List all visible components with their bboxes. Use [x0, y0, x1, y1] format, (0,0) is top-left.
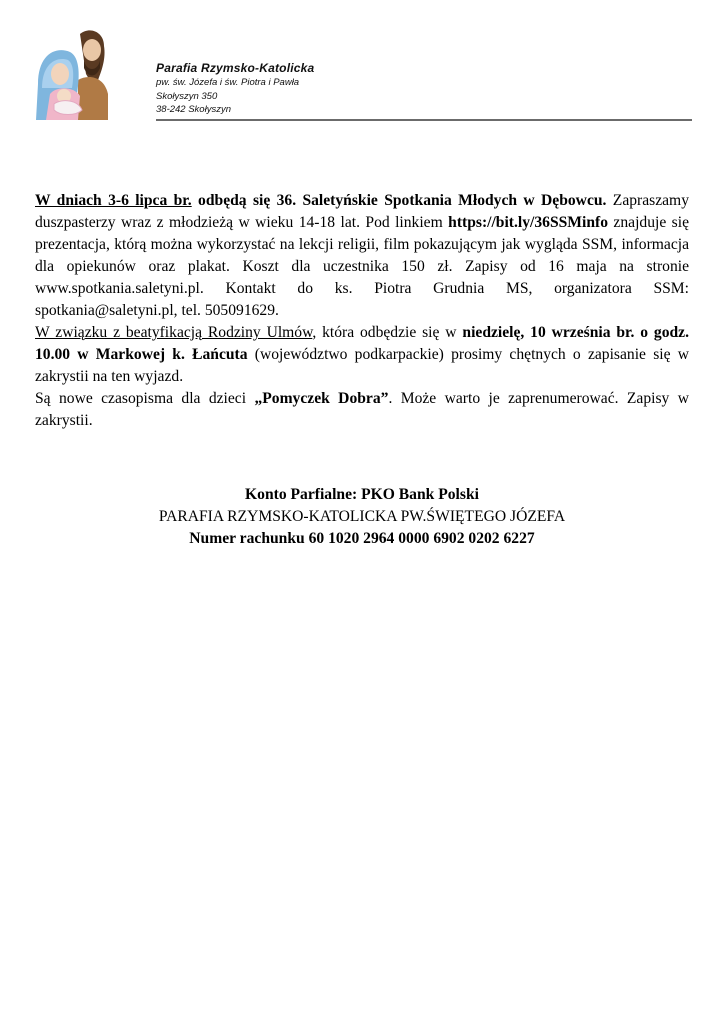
magazine-text-1: Są nowe czasopisma dla dzieci: [35, 390, 255, 407]
magazine-title: „Pomyczek Dobra”: [254, 390, 389, 407]
parish-postcode: 38-242 Skołyszyn: [156, 104, 231, 115]
parish-street: Skołyszyn 350: [156, 90, 218, 102]
announcement-ulma: [35, 322, 689, 388]
announcements: [35, 190, 689, 432]
parish-name: Parafia Rzymsko-Katolicka: [156, 61, 315, 75]
ssm-date: W dniach 3-6 lipca br.: [35, 192, 192, 209]
bank-account-block: [35, 484, 689, 550]
ssm-event: odbędą się 36. Saletyńskie Spotkania Młodych w Dębowcu.: [191, 192, 607, 209]
bank-title: Konto Parfialne: PKO Bank Polski: [245, 486, 479, 503]
ssm-link[interactable]: https://bit.ly/36SSMinfo: [448, 214, 609, 231]
ssm-text-1: Zapraszamy duszpasterzy wraz z młodzieżą w wieku 14-18 lat. Pod linkiem: [35, 192, 689, 231]
bank-account-number: Numer rachunku 60 1020 2964 0000 6902 0202 6227: [189, 530, 535, 547]
bank-holder: PARAFIA RZYMSKO-KATOLICKA PW.ŚWIĘTEGO JÓZEFA: [158, 508, 566, 525]
announcement-ssm: [35, 190, 689, 322]
parish-header: [156, 61, 692, 117]
ssm-text-2: znajduje się prezentacja, którą można wykorzystać na lekcji religii, film pokazującym jak wygląda SSM, informacja dla opiekunów oraz plakat. Koszt dla uczestnika 150 zł. Zapisy od 16 maja na stronie www.spotkania.saletyni.pl. Kontakt do ks. Piotra Grudnia MS, organizatora SSM: spotkania@saletyni.pl, tel. 505091629.: [35, 214, 689, 319]
ulma-date-place: niedzielę, 10 września br. o godz. 10.00 w Markowej k. Łańcuta: [35, 324, 689, 363]
parish-patrons: pw. św. Józefa i św. Piotra i Pawła: [156, 77, 300, 88]
ulma-text-1: , która odbędzie się w: [312, 324, 463, 341]
ulma-text-2: (województwo podkarpackie) prosimy chętnych o zapisanie się w zakrystii na ten wyjazd.: [35, 346, 690, 385]
ulma-lead: W związku z beatyfikacją Rodziny Ulmów: [35, 324, 313, 341]
parish-logo-holy-family: [34, 24, 110, 120]
announcement-magazine: [35, 388, 689, 432]
magazine-text-2: . Może warto je zaprenumerować. Zapisy w zakrystii.: [35, 390, 689, 429]
header-divider: [156, 119, 692, 121]
